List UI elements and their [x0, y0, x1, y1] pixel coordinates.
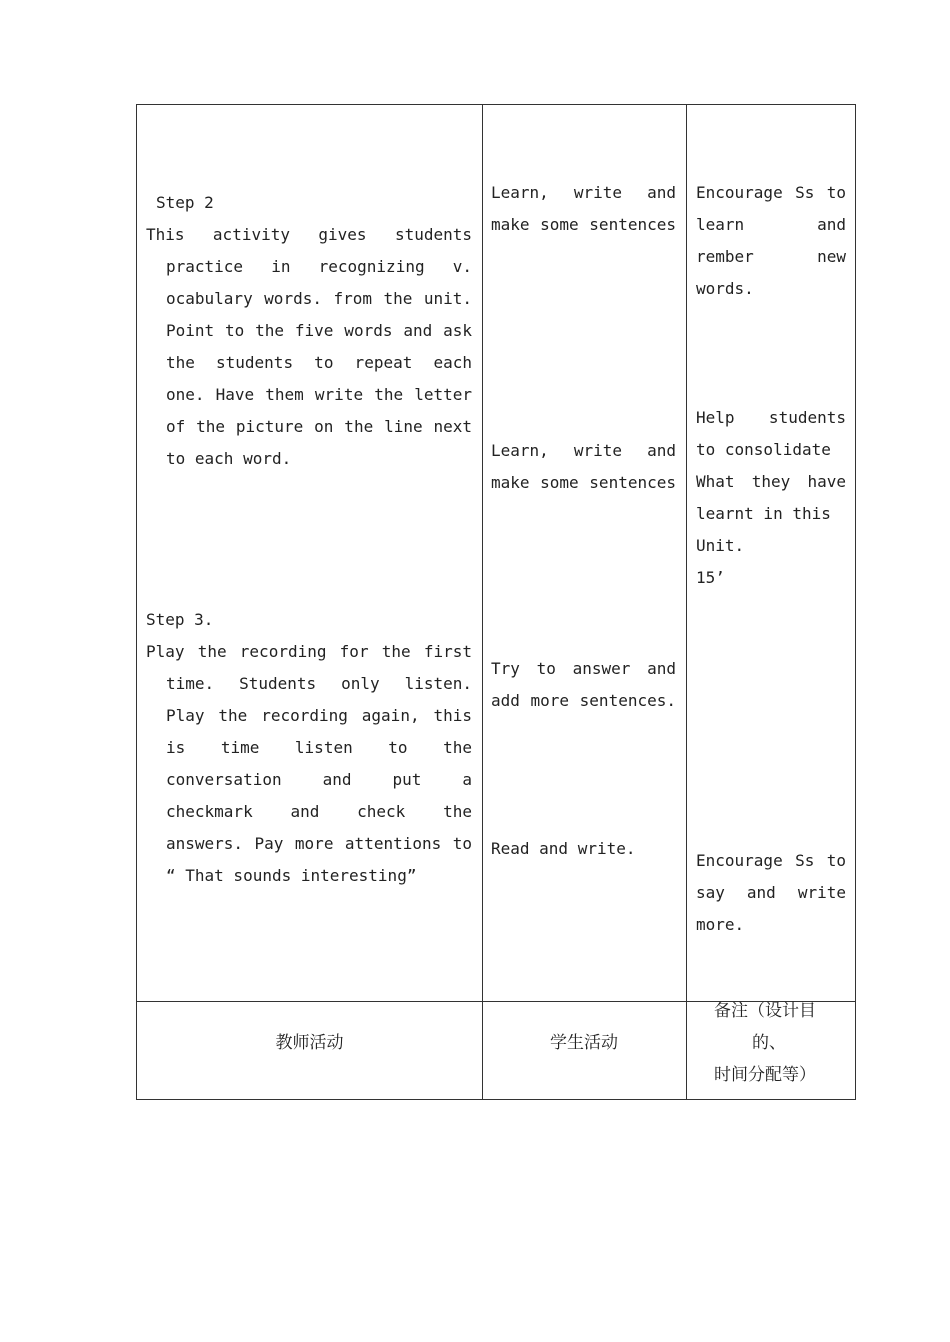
note-line: learnt in this [696, 504, 831, 523]
student-activity-line: Learn, write and [491, 183, 676, 202]
step2-title: Step 2 [156, 193, 214, 212]
note-line: What they have [696, 472, 846, 491]
note-line: words. [696, 279, 754, 298]
note-line: learn and [696, 215, 846, 234]
note-line: say and write [696, 883, 846, 902]
student-activity-line: Learn, write and [491, 441, 676, 460]
step3-description [146, 636, 472, 892]
step3-line: is time listen to the [166, 738, 472, 757]
student-activity-line: make some sentences [491, 215, 676, 234]
step2-line: This activity gives students [146, 225, 472, 244]
note-line: to consolidate [696, 440, 831, 459]
student-activity-4: Read and write. [491, 839, 636, 858]
header-notes-line: 备注（设计目 [714, 1001, 816, 1021]
note-block-1 [696, 177, 846, 305]
student-activity-2 [491, 435, 676, 499]
step2-line: ocabulary words. from the unit. [166, 289, 472, 308]
student-activity-3 [491, 653, 676, 717]
step3-line: Play the recording for the first [146, 642, 472, 661]
step2-line: one. Have them write the letter [166, 385, 472, 404]
header-notes-line: 时间分配等） [714, 1065, 816, 1085]
note-line: more. [696, 915, 745, 934]
student-activity-line: Try to answer and [491, 659, 676, 678]
note-line: Encourage Ss to [696, 183, 846, 202]
step3-line: conversation and put a [166, 770, 472, 789]
step2-description [146, 219, 472, 475]
note-line: Help students [696, 408, 846, 427]
header-notes [696, 995, 846, 1091]
note-line: rember new [696, 247, 846, 266]
step2-line: to each word. [166, 449, 292, 468]
step3-title: Step 3. [146, 610, 214, 629]
time-allocation: 15’ [696, 568, 725, 587]
step2-line: the students to repeat each [166, 353, 472, 372]
note-block-3 [696, 845, 846, 941]
step2-line: of the picture on the line next [166, 417, 472, 436]
column-divider-1 [482, 105, 483, 1099]
column-divider-2 [686, 105, 687, 1099]
student-activity-1 [491, 177, 676, 241]
step3-line: “ That sounds interesting” [166, 866, 417, 885]
step2-line: practice in recognizing v. [166, 257, 472, 276]
note-block-2 [696, 402, 846, 562]
header-teacher-activity: 教师活动 [275, 1033, 344, 1053]
step2-line: Point to the five words and ask [166, 321, 472, 340]
step3-line: time. Students only listen. [166, 674, 472, 693]
header-student-activity: 学生活动 [550, 1033, 618, 1053]
step3-line: Play the recording again, this [166, 706, 472, 725]
student-activity-line: add more sentences. [491, 691, 676, 710]
note-line: Unit. [696, 536, 745, 555]
step3-line: checkmark and check the [166, 802, 472, 821]
header-notes-line: 的、 [752, 1033, 786, 1053]
step3-line: answers. Pay more attentions to [166, 834, 472, 853]
note-line: Encourage Ss to [696, 851, 846, 870]
student-activity-line: make some sentences [491, 473, 676, 492]
